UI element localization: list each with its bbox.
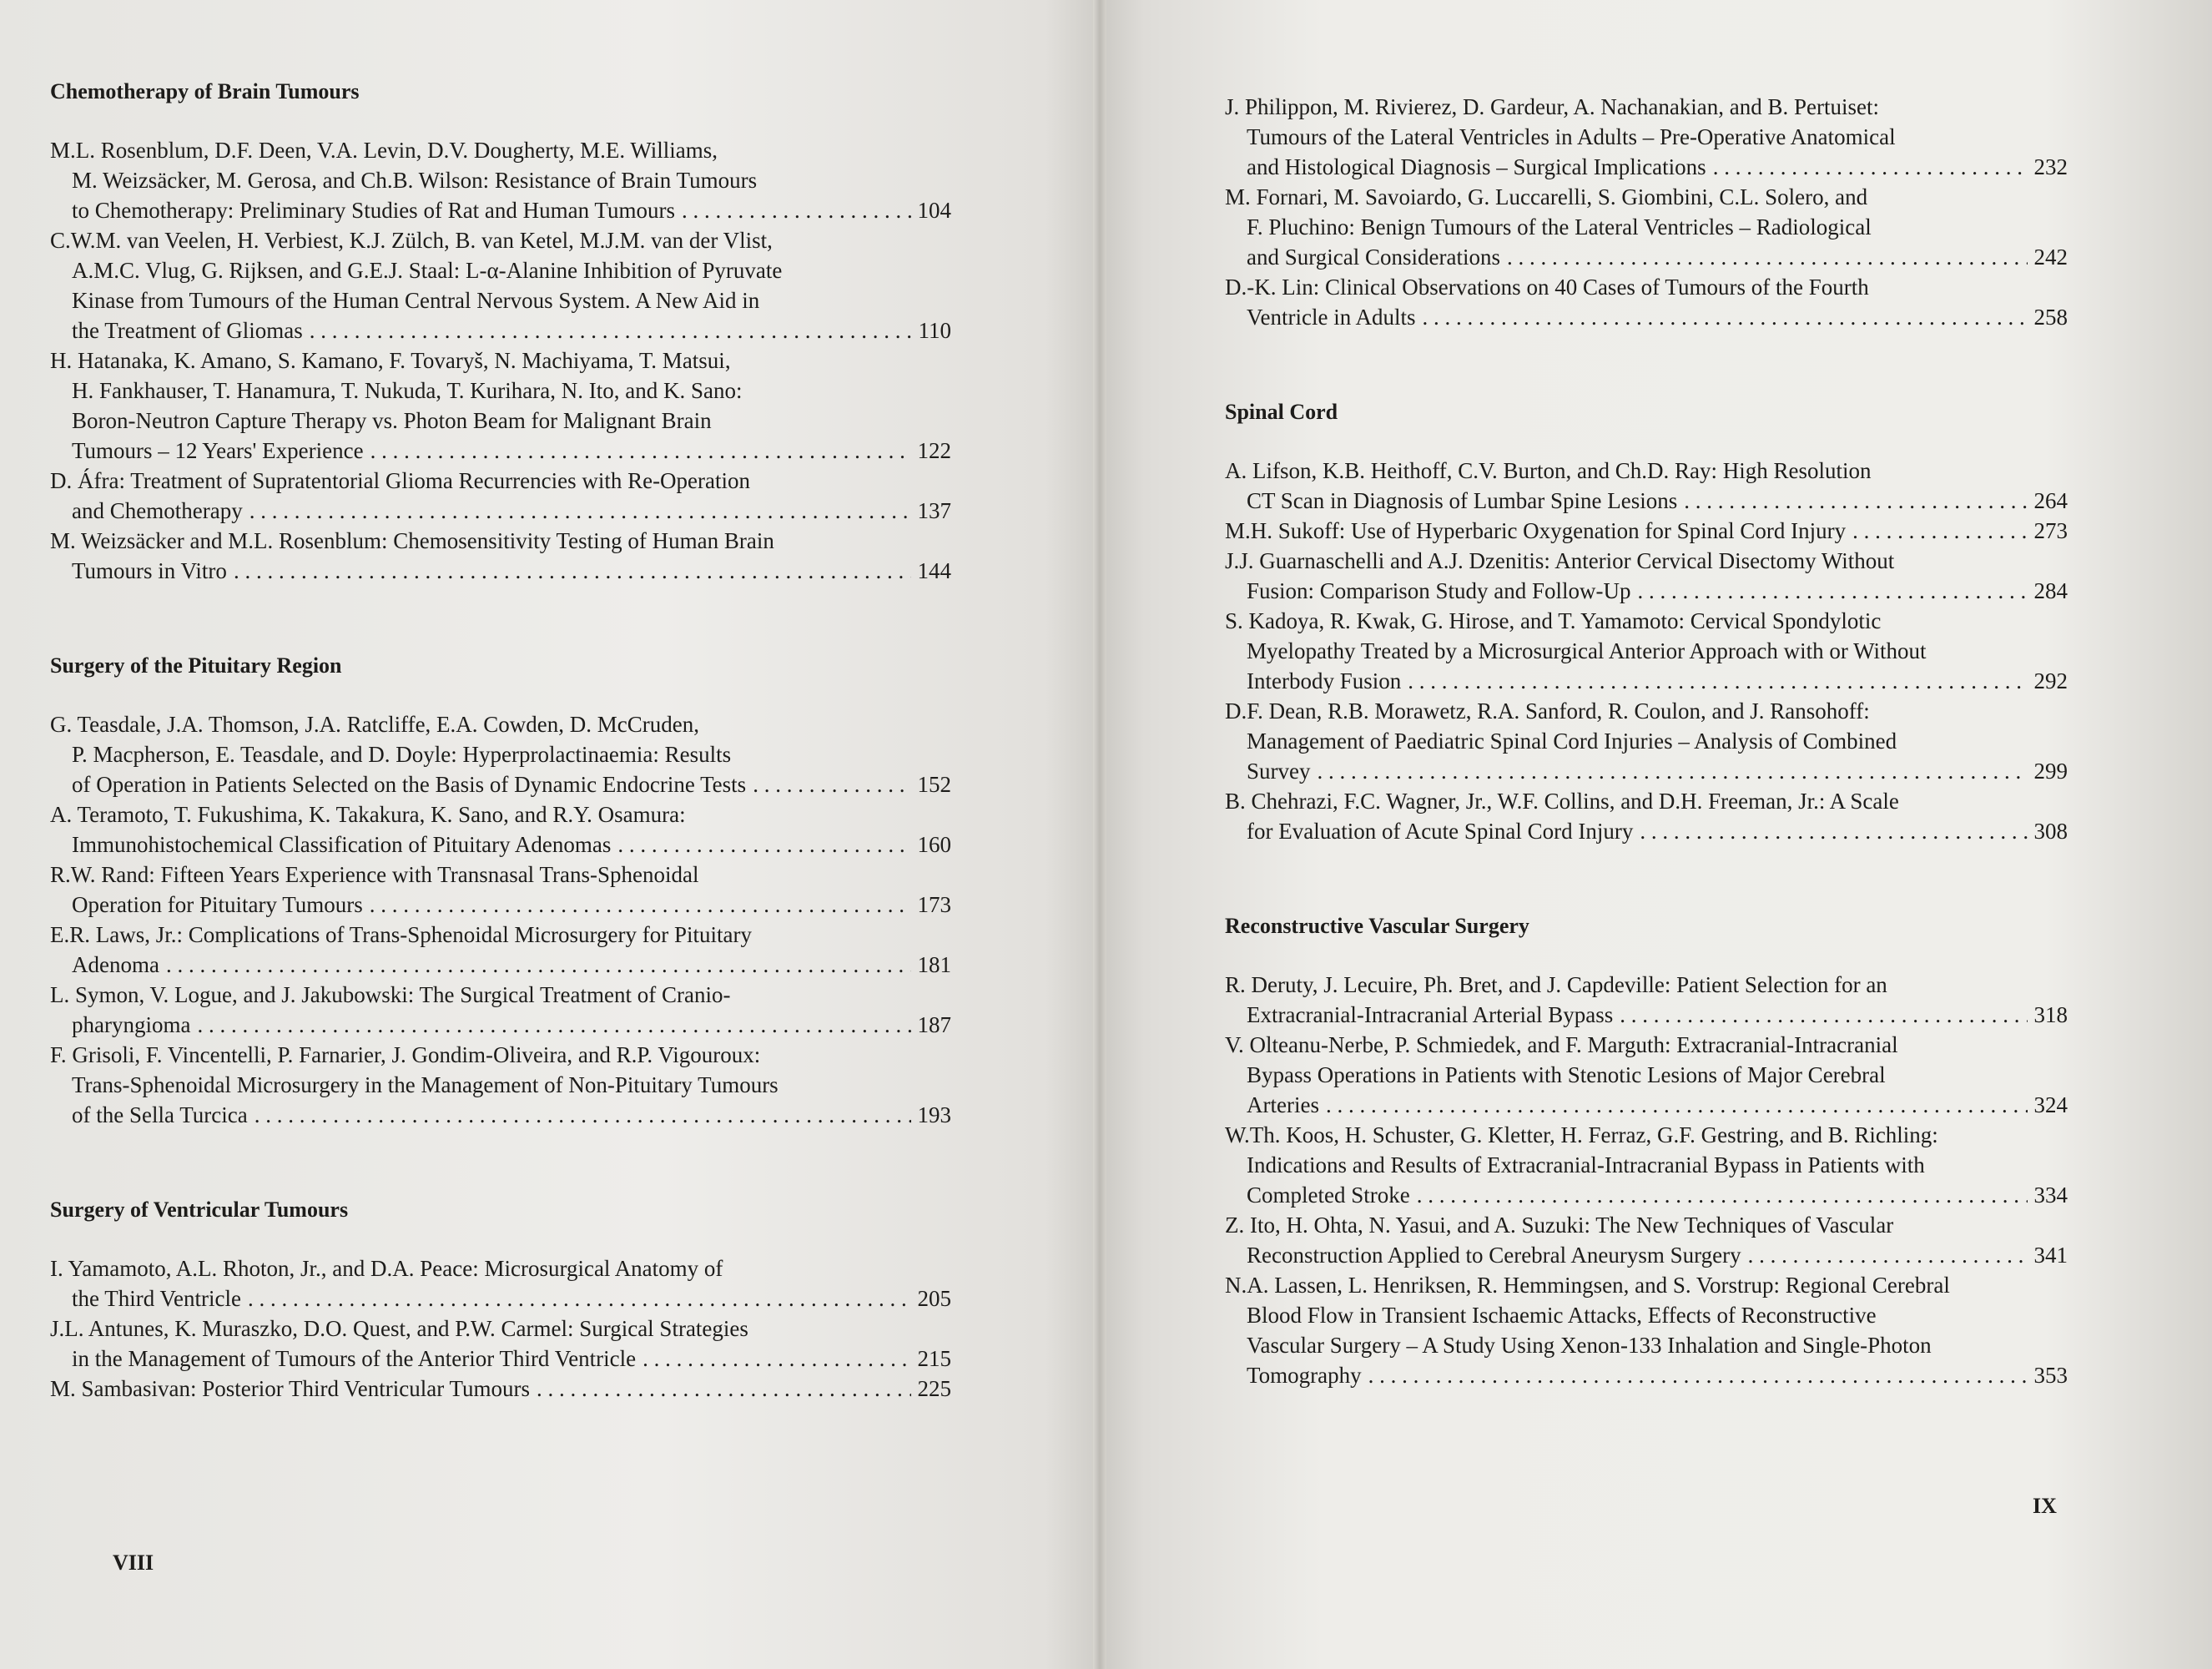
dot-leader <box>1422 302 2027 332</box>
toc-entry <box>1225 1210 2068 1270</box>
toc-entry-last-line <box>50 890 951 920</box>
toc-section <box>50 77 951 586</box>
toc-entry <box>50 526 951 586</box>
toc-entry-text: the Third Ventricle <box>72 1286 241 1311</box>
toc-entry-line: Trans-Sphenoidal Microsurgery in the Management of Non-Pituitary Tumours <box>72 1072 778 1097</box>
dot-leader <box>1408 666 2027 696</box>
toc-entry-line: P. Macpherson, E. Teasdale, and D. Doyle: Hyperprolactinaemia: Results <box>72 742 732 767</box>
toc-entry-line: D.F. Dean, R.B. Morawetz, R.A. Sanford, R. Coulon, and J. Ransohoff: <box>1225 698 1870 724</box>
toc-entry-last-line <box>1225 152 2068 182</box>
toc-entry <box>50 1374 951 1404</box>
toc-entry-line: B. Chehrazi, F.C. Wagner, Jr., W.F. Collins, and D.H. Freeman, Jr.: A Scale <box>1225 789 1899 814</box>
toc-entry-text: in the Management of Tumours of the Anterior Third Ventricle <box>72 1346 637 1371</box>
dot-leader <box>1620 1000 2027 1030</box>
toc-entry <box>1225 456 2068 516</box>
toc-section <box>1225 397 2068 846</box>
dot-leader <box>682 195 911 225</box>
toc-entry-last-line <box>1225 516 2068 546</box>
toc-entry <box>1225 182 2068 272</box>
toc-page-number: 181 <box>917 952 951 977</box>
toc-page-number: 324 <box>2033 1092 2068 1117</box>
toc-entry-text: Operation for Pituitary Tumours <box>72 892 363 917</box>
toc-entry-last-line <box>50 1100 951 1130</box>
toc-page-number: 318 <box>2033 1002 2068 1027</box>
toc-page-number: 242 <box>2033 245 2068 270</box>
book-spine <box>1093 0 1106 1669</box>
toc-entry <box>50 860 951 920</box>
toc-entry-line: W.Th. Koos, H. Schuster, G. Kletter, H. Ferraz, G.F. Gestring, and B. Richling: <box>1225 1122 1938 1147</box>
dot-leader <box>1368 1360 2028 1390</box>
toc-entry-last-line <box>50 195 951 225</box>
toc-entry-line: F. Grisoli, F. Vincentelli, P. Farnarier, J. Gondim-Oliveira, and R.P. Vigouroux: <box>50 1042 761 1067</box>
toc-entry <box>50 225 951 345</box>
toc-entry <box>1225 1270 2068 1390</box>
toc-entry-last-line <box>50 496 951 526</box>
toc-page-number: 341 <box>2033 1243 2068 1268</box>
toc-entry-line: J.J. Guarnaschelli and A.J. Dzenitis: Anterior Cervical Disectomy Without <box>1225 548 1895 573</box>
dot-leader <box>249 496 911 526</box>
toc-entry-text: Tumours – 12 Years' Experience <box>72 438 364 463</box>
toc-entry-line: J. Philippon, M. Rivierez, D. Gardeur, A. Nachanakian, and B. Pertuiset: <box>1225 94 1880 119</box>
dot-leader <box>1713 152 2028 182</box>
toc-entry-line: N.A. Lassen, L. Henriksen, R. Hemmingsen, and S. Vorstrup: Regional Cerebral <box>1225 1273 1950 1298</box>
toc-section <box>50 1195 951 1404</box>
toc-entry-text: for Evaluation of Acute Spinal Cord Injury <box>1247 819 1634 844</box>
toc-entry-text: Extracranial-Intracranial Arterial Bypass <box>1247 1002 1614 1027</box>
toc-page-number: 193 <box>917 1102 951 1127</box>
toc-entry-text: Arteries <box>1247 1092 1319 1117</box>
section-title: Chemotherapy of Brain Tumours <box>50 79 360 103</box>
toc-entry-last-line <box>50 315 951 345</box>
toc-entry-line: M.L. Rosenblum, D.F. Deen, V.A. Levin, D.V. Dougherty, M.E. Williams, <box>50 138 718 163</box>
toc-section <box>1225 911 2068 1390</box>
toc-entry <box>1225 970 2068 1030</box>
toc-entry-line: J.L. Antunes, K. Muraszko, D.O. Quest, and P.W. Carmel: Surgical Strategies <box>50 1316 748 1341</box>
dot-leader <box>642 1344 910 1374</box>
toc-entry-last-line <box>1225 576 2068 606</box>
toc-entry-text: Fusion: Comparison Study and Follow-Up <box>1247 578 1631 603</box>
toc-entry-text: and Histological Diagnosis – Surgical Implications <box>1247 154 1706 179</box>
section-title: Surgery of Ventricular Tumours <box>50 1198 349 1222</box>
toc-entry-last-line <box>1225 486 2068 516</box>
toc-entry-line: Boron-Neutron Capture Therapy vs. Photon Beam for Malignant Brain <box>72 408 712 433</box>
toc-page-number: 215 <box>917 1346 951 1371</box>
toc-entry <box>1225 92 2068 182</box>
toc-page-number: 308 <box>2033 819 2068 844</box>
toc-entry <box>1225 606 2068 696</box>
toc-entry-last-line <box>1225 816 2068 846</box>
toc-entry-text: M. Sambasivan: Posterior Third Ventricular Tumours <box>50 1376 530 1401</box>
toc-page-number: 110 <box>918 318 951 343</box>
toc-page-number: 225 <box>917 1376 951 1401</box>
toc-entry-last-line <box>50 950 951 980</box>
toc-page-number: 258 <box>2033 305 2068 330</box>
toc-entry-text: and Chemotherapy <box>72 498 243 523</box>
toc-entry-last-line <box>50 1283 951 1314</box>
toc-entry-line: G. Teasdale, J.A. Thomson, J.A. Ratcliffe, E.A. Cowden, D. McCruden, <box>50 712 700 737</box>
toc-entry <box>1225 786 2068 846</box>
toc-page-number: 144 <box>917 558 951 583</box>
toc-entry-line: Blood Flow in Transient Ischaemic Attacks, Effects of Reconstructive <box>1247 1303 1877 1328</box>
toc-entry-line: Z. Ito, H. Ohta, N. Yasui, and A. Suzuki: The New Techniques of Vascular <box>1225 1213 1894 1238</box>
toc-entry <box>50 345 951 466</box>
dot-leader <box>310 315 912 345</box>
toc-entry-line: L. Symon, V. Logue, and J. Jakubowski: The Surgical Treatment of Cranio- <box>50 982 731 1007</box>
toc-entry <box>50 920 951 980</box>
toc-page-number: 353 <box>2033 1363 2068 1388</box>
toc-entry-text: pharyngioma <box>72 1012 191 1037</box>
section-title: Surgery of the Pituitary Region <box>50 653 342 678</box>
toc-entry-text: Completed Stroke <box>1247 1182 1410 1208</box>
dot-leader <box>370 436 911 466</box>
toc-entry-line: M. Weizsäcker, M. Gerosa, and Ch.B. Wilson: Resistance of Brain Tumours <box>72 168 758 193</box>
toc-entry <box>1225 1120 2068 1210</box>
toc-entry-last-line <box>50 829 951 860</box>
dot-leader <box>1318 756 2028 786</box>
toc-entry-line: Management of Paediatric Spinal Cord Injuries – Analysis of Combined <box>1247 729 1897 754</box>
toc-page-number: 152 <box>917 772 951 797</box>
page-number-left: VIII <box>113 1551 154 1575</box>
toc-entry <box>50 1314 951 1374</box>
page-number-right: IX <box>2033 1494 2057 1518</box>
toc-section <box>1225 92 2068 332</box>
toc-entry-text: CT Scan in Diagnosis of Lumbar Spine Lesions <box>1247 488 1678 513</box>
left-toc-column <box>50 77 951 1469</box>
toc-entry-line: Myelopathy Treated by a Microsurgical Anterior Approach with or Without <box>1247 638 1927 663</box>
toc-entry-last-line <box>50 769 951 799</box>
dot-leader <box>1417 1180 2028 1210</box>
dot-leader <box>537 1374 911 1404</box>
toc-entry-text: of Operation in Patients Selected on the Basis of Dynamic Endocrine Tests <box>72 772 747 797</box>
toc-entry-line: A.M.C. Vlug, G. Rijksen, and G.E.J. Staal: L-α-Alanine Inhibition of Pyruvate <box>72 258 783 283</box>
toc-entry <box>1225 1030 2068 1120</box>
dot-leader <box>1684 486 2027 516</box>
toc-entry-line: Kinase from Tumours of the Human Central Nervous System. A New Aid in <box>72 288 760 313</box>
toc-entry-text: Immunohistochemical Classification of Pituitary Adenomas <box>72 832 612 857</box>
toc-entry <box>1225 272 2068 332</box>
toc-entry-line: I. Yamamoto, A.L. Rhoton, Jr., and D.A. Peace: Microsurgical Anatomy of <box>50 1256 723 1281</box>
toc-entry-text: Tumours in Vitro <box>72 558 227 583</box>
right-toc-column <box>1225 92 2068 1455</box>
toc-entry-line: C.W.M. van Veelen, H. Verbiest, K.J. Zülch, B. van Ketel, M.J.M. van der Vlist, <box>50 228 773 253</box>
left-page <box>0 0 1100 1669</box>
toc-entry <box>1225 546 2068 606</box>
toc-entry-line: F. Pluchino: Benign Tumours of the Lateral Ventricles – Radiological <box>1247 214 1872 240</box>
toc-section <box>50 651 951 1130</box>
toc-entry <box>50 135 951 225</box>
section-title: Reconstructive Vascular Surgery <box>1225 914 1529 938</box>
toc-entry-text: Adenoma <box>72 952 159 977</box>
toc-page-number: 122 <box>917 438 951 463</box>
toc-page-number: 264 <box>2033 488 2068 513</box>
toc-entry-line: Indications and Results of Extracranial-Intracranial Bypass in Patients with <box>1247 1152 1925 1177</box>
toc-page-number: 137 <box>917 498 951 523</box>
toc-entry-text: of the Sella Turcica <box>72 1102 248 1127</box>
toc-entry-line: A. Lifson, K.B. Heithoff, C.V. Burton, and Ch.D. Ray: High Resolution <box>1225 458 1872 483</box>
toc-entry-last-line <box>1225 1240 2068 1270</box>
toc-page-number: 273 <box>2033 518 2068 543</box>
dot-leader <box>753 769 910 799</box>
dot-leader <box>617 829 910 860</box>
dot-leader <box>1748 1240 2028 1270</box>
toc-page-number: 187 <box>917 1012 951 1037</box>
toc-entry-line: D. Áfra: Treatment of Supratentorial Glioma Recurrencies with Re-Operation <box>50 468 751 493</box>
dot-leader <box>166 950 911 980</box>
toc-entry-line: E.R. Laws, Jr.: Complications of Trans-Sphenoidal Microsurgery for Pituitary <box>50 922 752 947</box>
toc-entry-last-line <box>1225 242 2068 272</box>
toc-page-number: 334 <box>2033 1182 2068 1208</box>
toc-entry-text: and Surgical Considerations <box>1247 245 1500 270</box>
dot-leader <box>254 1100 911 1130</box>
toc-entry <box>50 466 951 526</box>
toc-entry-line: H. Fankhauser, T. Hanamura, T. Nukuda, T. Kurihara, N. Ito, and K. Sano: <box>72 378 743 403</box>
toc-entry-line: Bypass Operations in Patients with Stenotic Lesions of Major Cerebral <box>1247 1062 1886 1087</box>
toc-entry-last-line <box>50 1344 951 1374</box>
toc-entry-last-line <box>1225 666 2068 696</box>
toc-entry-text: Survey <box>1247 759 1311 784</box>
toc-entry-text: Ventricle in Adults <box>1247 305 1416 330</box>
toc-page-number: 284 <box>2033 578 2068 603</box>
toc-page-number: 160 <box>917 832 951 857</box>
toc-entry-line: R. Deruty, J. Lecuire, Ph. Bret, and J. Capdeville: Patient Selection for an <box>1225 972 1887 997</box>
toc-entry-line: H. Hatanaka, K. Amano, S. Kamano, F. Tovaryš, N. Machiyama, T. Matsui, <box>50 348 731 373</box>
toc-entry-line: M. Weizsäcker and M.L. Rosenblum: Chemosensitivity Testing of Human Brain <box>50 528 774 553</box>
toc-entry <box>50 1040 951 1130</box>
toc-entry <box>50 799 951 860</box>
dot-leader <box>1640 816 2027 846</box>
toc-entry-last-line <box>1225 302 2068 332</box>
toc-entry-last-line <box>50 556 951 586</box>
toc-entry-last-line <box>50 1010 951 1040</box>
dot-leader <box>1507 242 2028 272</box>
toc-entry <box>50 1253 951 1314</box>
toc-entry <box>50 980 951 1040</box>
toc-page-number: 104 <box>917 198 951 223</box>
toc-entry-text: the Treatment of Gliomas <box>72 318 303 343</box>
right-page <box>1100 0 2212 1669</box>
toc-page-number: 205 <box>917 1286 951 1311</box>
toc-entry-text: Interbody Fusion <box>1247 668 1402 693</box>
toc-page-number: 232 <box>2033 154 2068 179</box>
toc-entry-last-line <box>1225 1090 2068 1120</box>
toc-entry <box>1225 696 2068 786</box>
toc-entry-line: A. Teramoto, T. Fukushima, K. Takakura, K. Sano, and R.Y. Osamura: <box>50 802 686 827</box>
dot-leader <box>1638 576 2028 606</box>
dot-leader <box>1852 516 2027 546</box>
toc-page-number: 299 <box>2033 759 2068 784</box>
toc-entry-last-line <box>50 1374 951 1404</box>
dot-leader <box>248 1283 911 1314</box>
toc-entry-text: to Chemotherapy: Preliminary Studies of Rat and Human Tumours <box>72 198 675 223</box>
toc-entry-line: D.-K. Lin: Clinical Observations on 40 Cases of Tumours of the Fourth <box>1225 275 1869 300</box>
toc-entry-last-line <box>1225 1000 2068 1030</box>
toc-entry-text: Tomography <box>1247 1363 1362 1388</box>
toc-entry <box>50 709 951 799</box>
toc-page-number: 292 <box>2033 668 2068 693</box>
toc-entry-line: Vascular Surgery – A Study Using Xenon-133 Inhalation and Single-Photon <box>1247 1333 1932 1358</box>
toc-entry <box>1225 516 2068 546</box>
dot-leader <box>197 1010 910 1040</box>
toc-entry-last-line <box>1225 756 2068 786</box>
toc-entry-line: S. Kadoya, R. Kwak, G. Hirose, and T. Yamamoto: Cervical Spondylotic <box>1225 608 1882 633</box>
toc-entry-last-line <box>50 436 951 466</box>
dot-leader <box>234 556 911 586</box>
dot-leader <box>370 890 911 920</box>
section-title: Spinal Cord <box>1225 400 1338 424</box>
toc-entry-line: R.W. Rand: Fifteen Years Experience with Transnasal Trans-Sphenoidal <box>50 862 699 887</box>
toc-entry-text: Reconstruction Applied to Cerebral Aneurysm Surgery <box>1247 1243 1741 1268</box>
toc-entry-last-line <box>1225 1360 2068 1390</box>
toc-entry-last-line <box>1225 1180 2068 1210</box>
toc-entry-line: V. Olteanu-Nerbe, P. Schmiedek, and F. Marguth: Extracranial-Intracranial <box>1225 1032 1898 1057</box>
toc-page-number: 173 <box>917 892 951 917</box>
toc-entry-line: Tumours of the Lateral Ventricles in Adults – Pre-Operative Anatomical <box>1247 124 1896 149</box>
toc-entry-line: M. Fornari, M. Savoiardo, G. Luccarelli, S. Giombini, C.L. Solero, and <box>1225 184 1868 209</box>
dot-leader <box>1326 1090 2028 1120</box>
toc-entry-text: M.H. Sukoff: Use of Hyperbaric Oxygenation for Spinal Cord Injury <box>1225 518 1847 543</box>
